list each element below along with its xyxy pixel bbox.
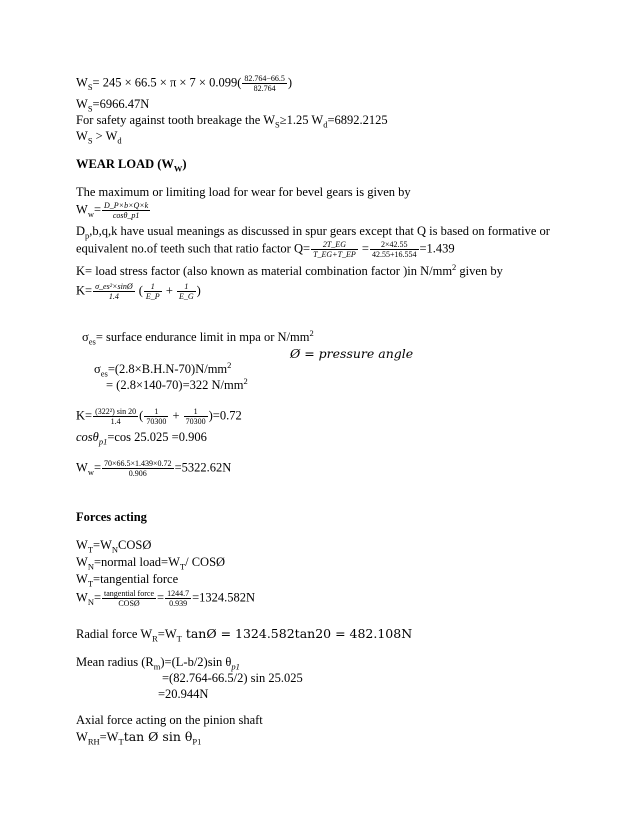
sigma-calc-line: $\sigma_{es}=(2.8\times B.H.N-70)N/mm^2$ xyxy=(94,359,232,379)
fraction: $\frac{2\times 42.55}{42.55+16.554}$ xyxy=(371,240,417,259)
forces-heading: Forces acting xyxy=(76,510,147,524)
wear-load-heading: WEAR LOAD $(W_W)$ xyxy=(76,157,187,174)
radial-force-line: Radial force $W_R=W_T$ tanØ = 1324.582tan20 = 482.108N xyxy=(76,626,413,644)
k-description-line: K= load stress factor (also known as material combination factor )in $N/mm^2$ given by xyxy=(76,261,503,278)
wt-equation-line: $W_T=W_NCOSØ$ xyxy=(76,538,152,555)
equiv-teeth-line: equivalent no.of teeth such that ratio factor Q= $\frac{2T\_EG}{T\_EG+T\_EP}$ = $\frac{2\times 42.55}{42.55+16.554}$ =1.439 xyxy=(76,240,455,259)
k-formula-line: K= $\frac{\text{σ\_es²×sinØ}}{1.4}$ ( $\frac{1}{E\_P}$ + $\frac{1}{E\_G}$ ) xyxy=(76,282,201,301)
dp-meaning-line: $D_p,b,q,k$ have usual meanings as discussed in spur gears except that Q is based on formative or xyxy=(76,224,550,241)
sigma-definition-line: $\sigma_{es}=$ surface endurance limit in mpa or $N/mm^2$ xyxy=(82,327,314,347)
ws-formula-line: $W_S= 245 \times 66.5 \times \pi \times 7 \times 0.099$( $\frac{82.764-66.5}{82.764}$ ) xyxy=(76,74,293,93)
fraction: $\frac{70\times 66.5\times 1.439\times 0.72}{0.906}$ xyxy=(104,459,172,478)
ww-formula-line: $W_w=$ $\frac{D\_P\times b\times Q\times k}{\cos\theta\_p1}$ xyxy=(76,201,149,220)
fraction: $\frac{\text{tangential force}}{\text{COSØ}}$ xyxy=(104,589,154,608)
ws-expression: = 245 × 66.5 × π × 7 × 0.099( xyxy=(92,75,242,90)
fraction: $\frac{1}{E\_P}$ xyxy=(145,282,160,301)
k-calc-line: K= $\frac{\text{(322²) sin 20}}{1.4}$ ( $\frac{1}{70300}$ + $\frac{1}{70300}$ )=0.72 xyxy=(76,407,242,426)
ww-calc-line: $W_w=$ $\frac{70\times 66.5\times 1.439\times 0.72}{0.906}$ =5322.62N xyxy=(76,459,232,478)
pressure-angle-line: Ø = pressure angle xyxy=(290,346,414,361)
axial-force-line: Axial force acting on the pinion shaft xyxy=(76,713,263,727)
mean-radius-line: Mean radius $(R_m)=(L-b/2)\sin$ $\theta_{p1}$ xyxy=(76,655,240,672)
wn-calc-line: $W_N=$ $\frac{\text{tangential force}}{\text{COSØ}}$ = $\frac{1244.7}{0.939}$ =1324.582N xyxy=(76,589,256,608)
fraction: $\frac{\text{(322²) sin 20}}{1.4}$ xyxy=(95,407,137,426)
fraction: $\frac{82.764-66.5}{82.764}$ xyxy=(244,74,285,93)
wear-intro-line: The maximum or limiting load for wear for bevel gears is given by xyxy=(76,185,411,199)
mean-radius-calc-line: =(82.764-66.5/2) sin 25.025 xyxy=(162,671,303,685)
fraction: $\frac{D\_P\times b\times Q\times k}{\cos\theta\_p1}$ xyxy=(104,201,149,220)
ws-symbol: W xyxy=(76,75,88,90)
ws-gt-wd-line: $W_S > W_d$ xyxy=(76,129,122,146)
ws-value-line: $W_S=6966.47N$ xyxy=(76,97,150,114)
safety-line: For safety against tooth breakage the $W_S\ge 1.25$ $W_d=6892.2125$ xyxy=(76,113,388,130)
wt-definition-line: $W_T=tangential$ force xyxy=(76,572,179,589)
cos-calc-line: cosθ$_{p1}$=cos 25.025 =0.906 xyxy=(76,430,207,447)
fraction: $\frac{1244.7}{0.939}$ xyxy=(167,589,190,608)
wn-equation-line: $W_N=normal$ $load=W_T/$ COSØ xyxy=(76,555,226,572)
fraction: $\frac{\text{σ\_es²×sinØ}}{1.4}$ xyxy=(95,282,133,301)
fraction: $\frac{1}{70300}$ xyxy=(146,407,167,426)
fraction: $\frac{1}{70300}$ xyxy=(185,407,206,426)
wrh-equation-line: $W_{RH}=W_T\tan$ Ø $\sin \theta_{P1}$ xyxy=(76,729,202,747)
fraction: $\frac{1}{E\_G}$ xyxy=(179,282,194,301)
sigma-value-line: = (2.8×140-70)=322 $N/mm^2$ xyxy=(106,375,248,392)
fraction: $\frac{2T\_EG}{T\_EG+T\_EP}$ xyxy=(313,240,356,259)
mean-radius-value-line: =20.944N xyxy=(158,687,209,701)
